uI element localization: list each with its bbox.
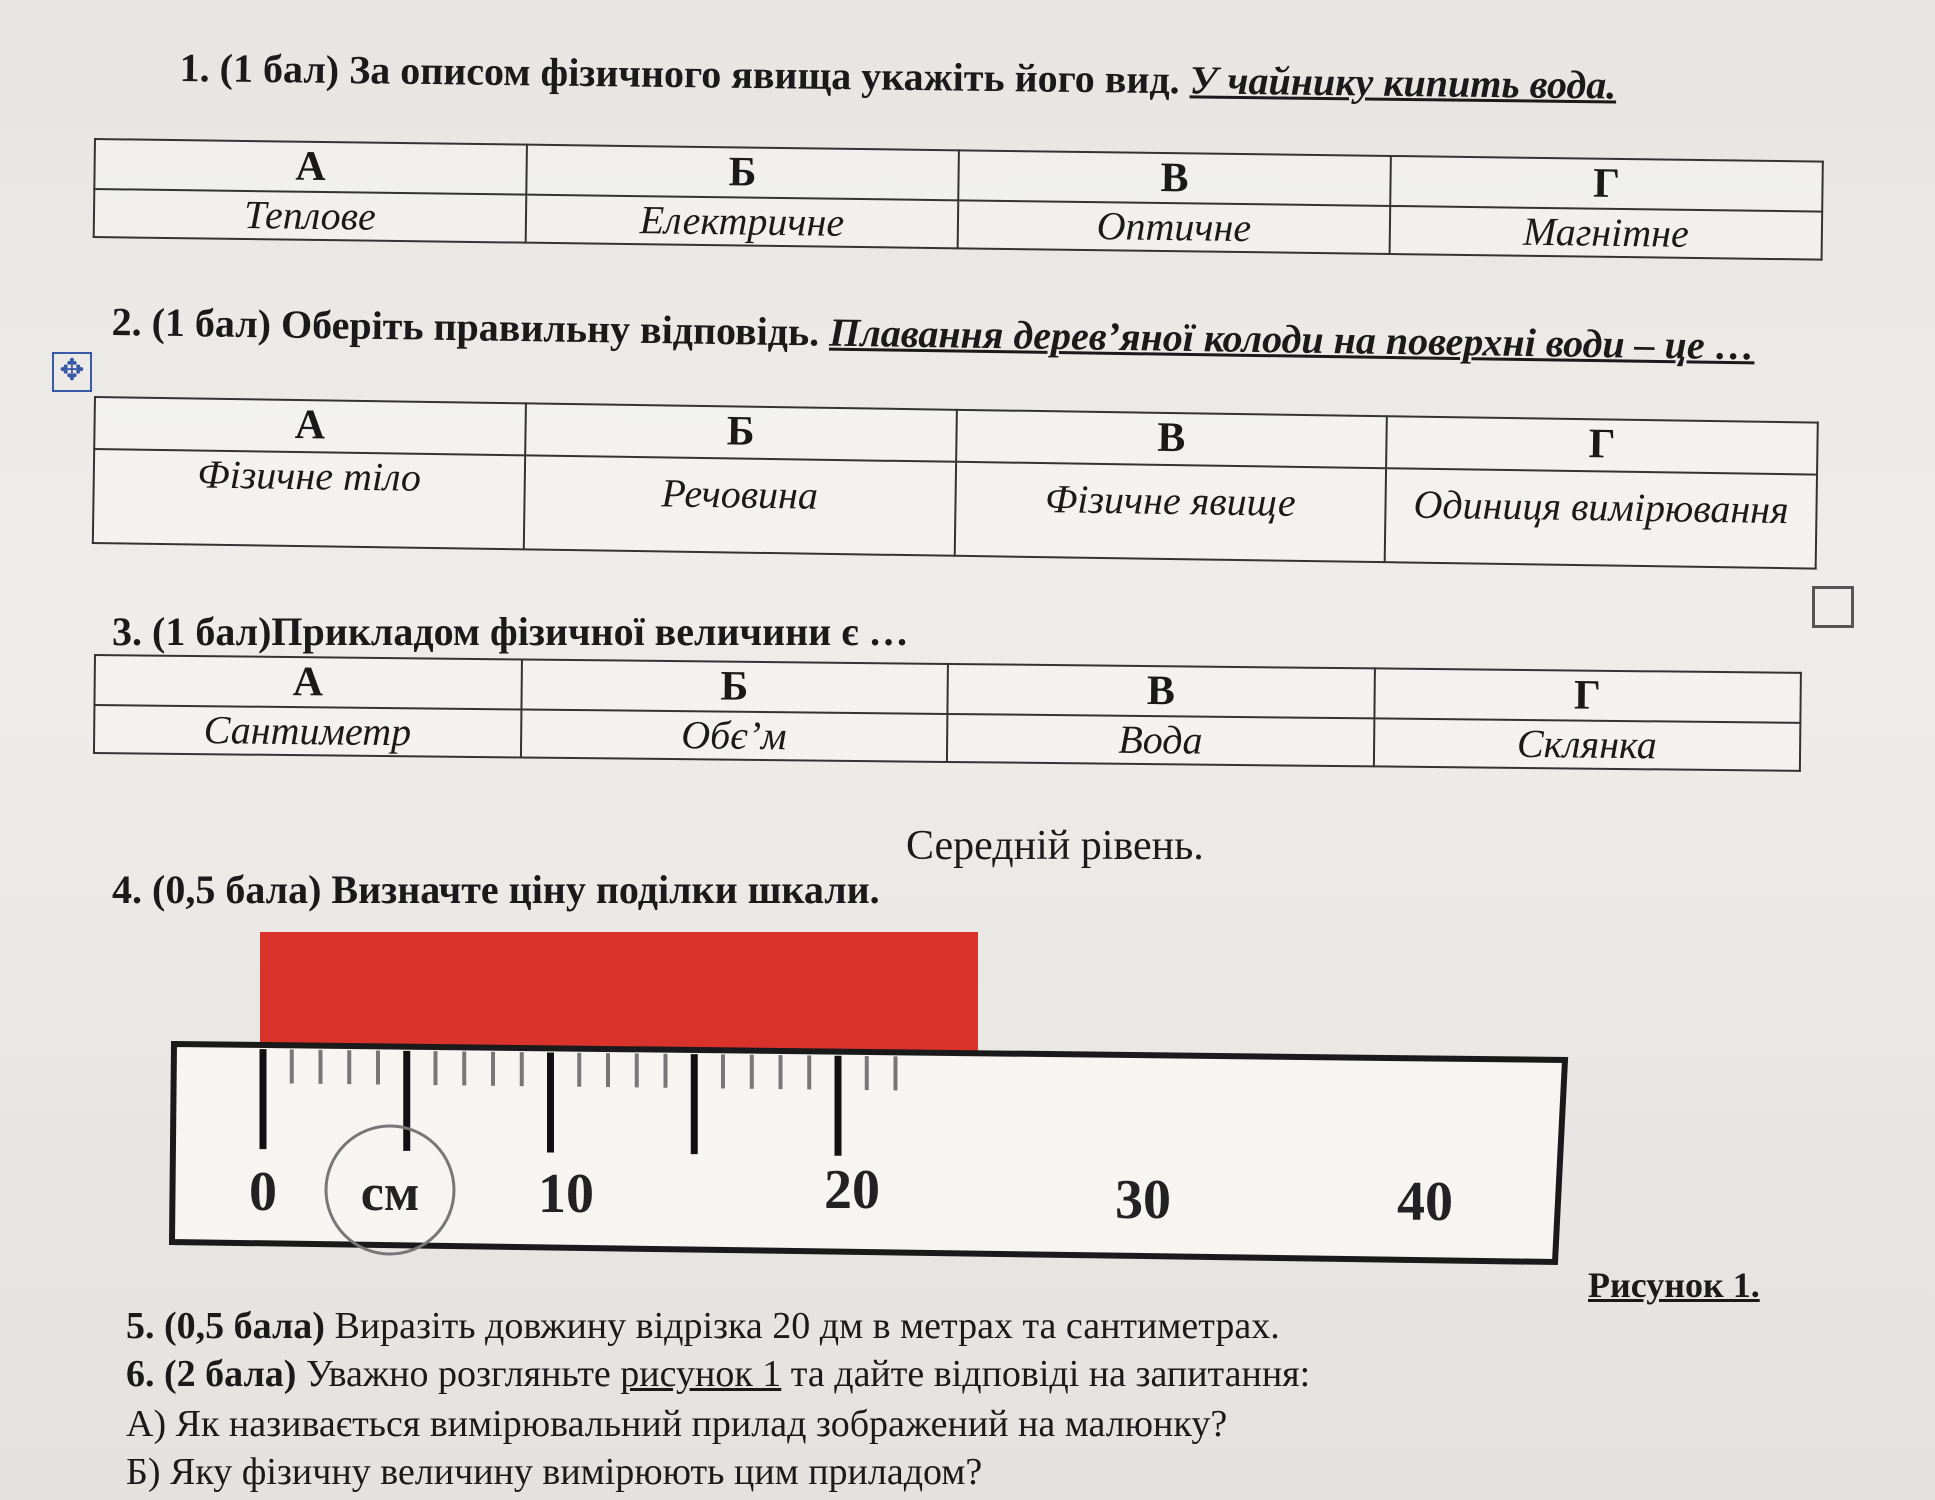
question-6-part-b: Б) Яку фізичну величину вимірюють цим приладом?	[126, 1451, 983, 1493]
q2-header-b: Б	[525, 403, 956, 461]
q1-option-a[interactable]: Теплове	[94, 189, 527, 243]
table-move-handle-icon[interactable]: ✥	[52, 352, 92, 392]
question-6	[126, 1352, 1310, 1396]
question-3-prefix: 3. (1 бал)Прикладом фізичної величини є …	[112, 609, 909, 654]
question-5-text: Виразіть довжину відрізка 20 дм в метрах та сантиметрах.	[334, 1305, 1280, 1347]
q1-option-b[interactable]: Електричне	[526, 195, 959, 249]
q2-option-g[interactable]: Одиниця вимірювання	[1385, 468, 1817, 568]
q3-option-b[interactable]: Обє’м	[520, 710, 947, 762]
ruler-label-30: 30	[1115, 1169, 1171, 1231]
question-3-options-table	[93, 654, 1802, 772]
q2-header-v: В	[956, 410, 1387, 468]
q3-header-a: А	[94, 655, 521, 710]
question-6-text-b: та дайте відповіді на запитання:	[790, 1353, 1311, 1395]
question-6-text-a: Уважно розгляньте	[305, 1353, 611, 1395]
q3-header-v: В	[947, 664, 1374, 719]
question-1-prefix: 1. (1 бал) За описом фізичного явища укажіть його вид.	[179, 44, 1180, 103]
q3-header-b: Б	[521, 659, 948, 714]
question-5-lead: 5. (0,5 бала)	[126, 1305, 325, 1347]
q2-option-b[interactable]: Речовина	[524, 455, 956, 555]
q1-header-v: В	[958, 150, 1391, 206]
q3-header-g: Г	[1374, 668, 1801, 723]
question-2	[111, 298, 1755, 369]
q2-header-g: Г	[1386, 416, 1817, 474]
question-4: 4. (0,5 бала) Визначте ціну поділки шкали.	[112, 867, 880, 912]
ruler-figure	[160, 920, 1580, 1290]
figure-caption: Рисунок 1.	[1588, 1265, 1760, 1305]
ruler-label-10: 10	[538, 1163, 594, 1225]
q3-option-v[interactable]: Вода	[947, 714, 1374, 766]
question-2-prefix: 2. (1 бал) Оберіть правильну відповідь.	[111, 298, 820, 355]
measured-bar	[260, 932, 978, 1052]
question-1-options-table	[93, 138, 1824, 261]
question-6-lead: 6. (2 бала)	[126, 1353, 297, 1395]
question-2-statement: Плавання дерев’яної колоди на поверхні води – це …	[828, 309, 1756, 369]
ruler-label-0: 0	[249, 1161, 277, 1223]
q1-header-b: Б	[526, 145, 959, 201]
question-2-options-table	[92, 396, 1819, 570]
q1-option-g[interactable]: Магнітне	[1390, 206, 1823, 260]
q2-option-v[interactable]: Фізичне явище	[954, 462, 1386, 562]
ruler-label-40: 40	[1397, 1171, 1453, 1233]
level-heading: Середній рівень.	[906, 823, 1204, 869]
q3-option-a[interactable]: Сантиметр	[94, 705, 521, 757]
table-resize-handle-icon[interactable]	[1812, 586, 1854, 628]
q2-option-a[interactable]: Фізичне тіло	[93, 449, 525, 549]
q1-header-a: А	[94, 139, 527, 195]
question-1	[179, 44, 1616, 109]
question-6-part-a: А) Як називається вимірювальний прилад зображений на малюнку?	[126, 1403, 1228, 1445]
q1-option-v[interactable]: Оптичне	[958, 200, 1391, 254]
question-3	[112, 608, 909, 655]
question-1-phenomenon: У чайнику кипить вода.	[1189, 57, 1617, 108]
q3-option-g[interactable]: Склянка	[1373, 719, 1800, 771]
unit-label: см	[360, 1165, 420, 1222]
figure-reference-link[interactable]: рисунок 1	[620, 1353, 782, 1395]
q1-header-g: Г	[1390, 156, 1823, 212]
q2-header-a: А	[94, 397, 525, 455]
question-5	[126, 1304, 1280, 1348]
ruler-label-20: 20	[824, 1159, 880, 1221]
